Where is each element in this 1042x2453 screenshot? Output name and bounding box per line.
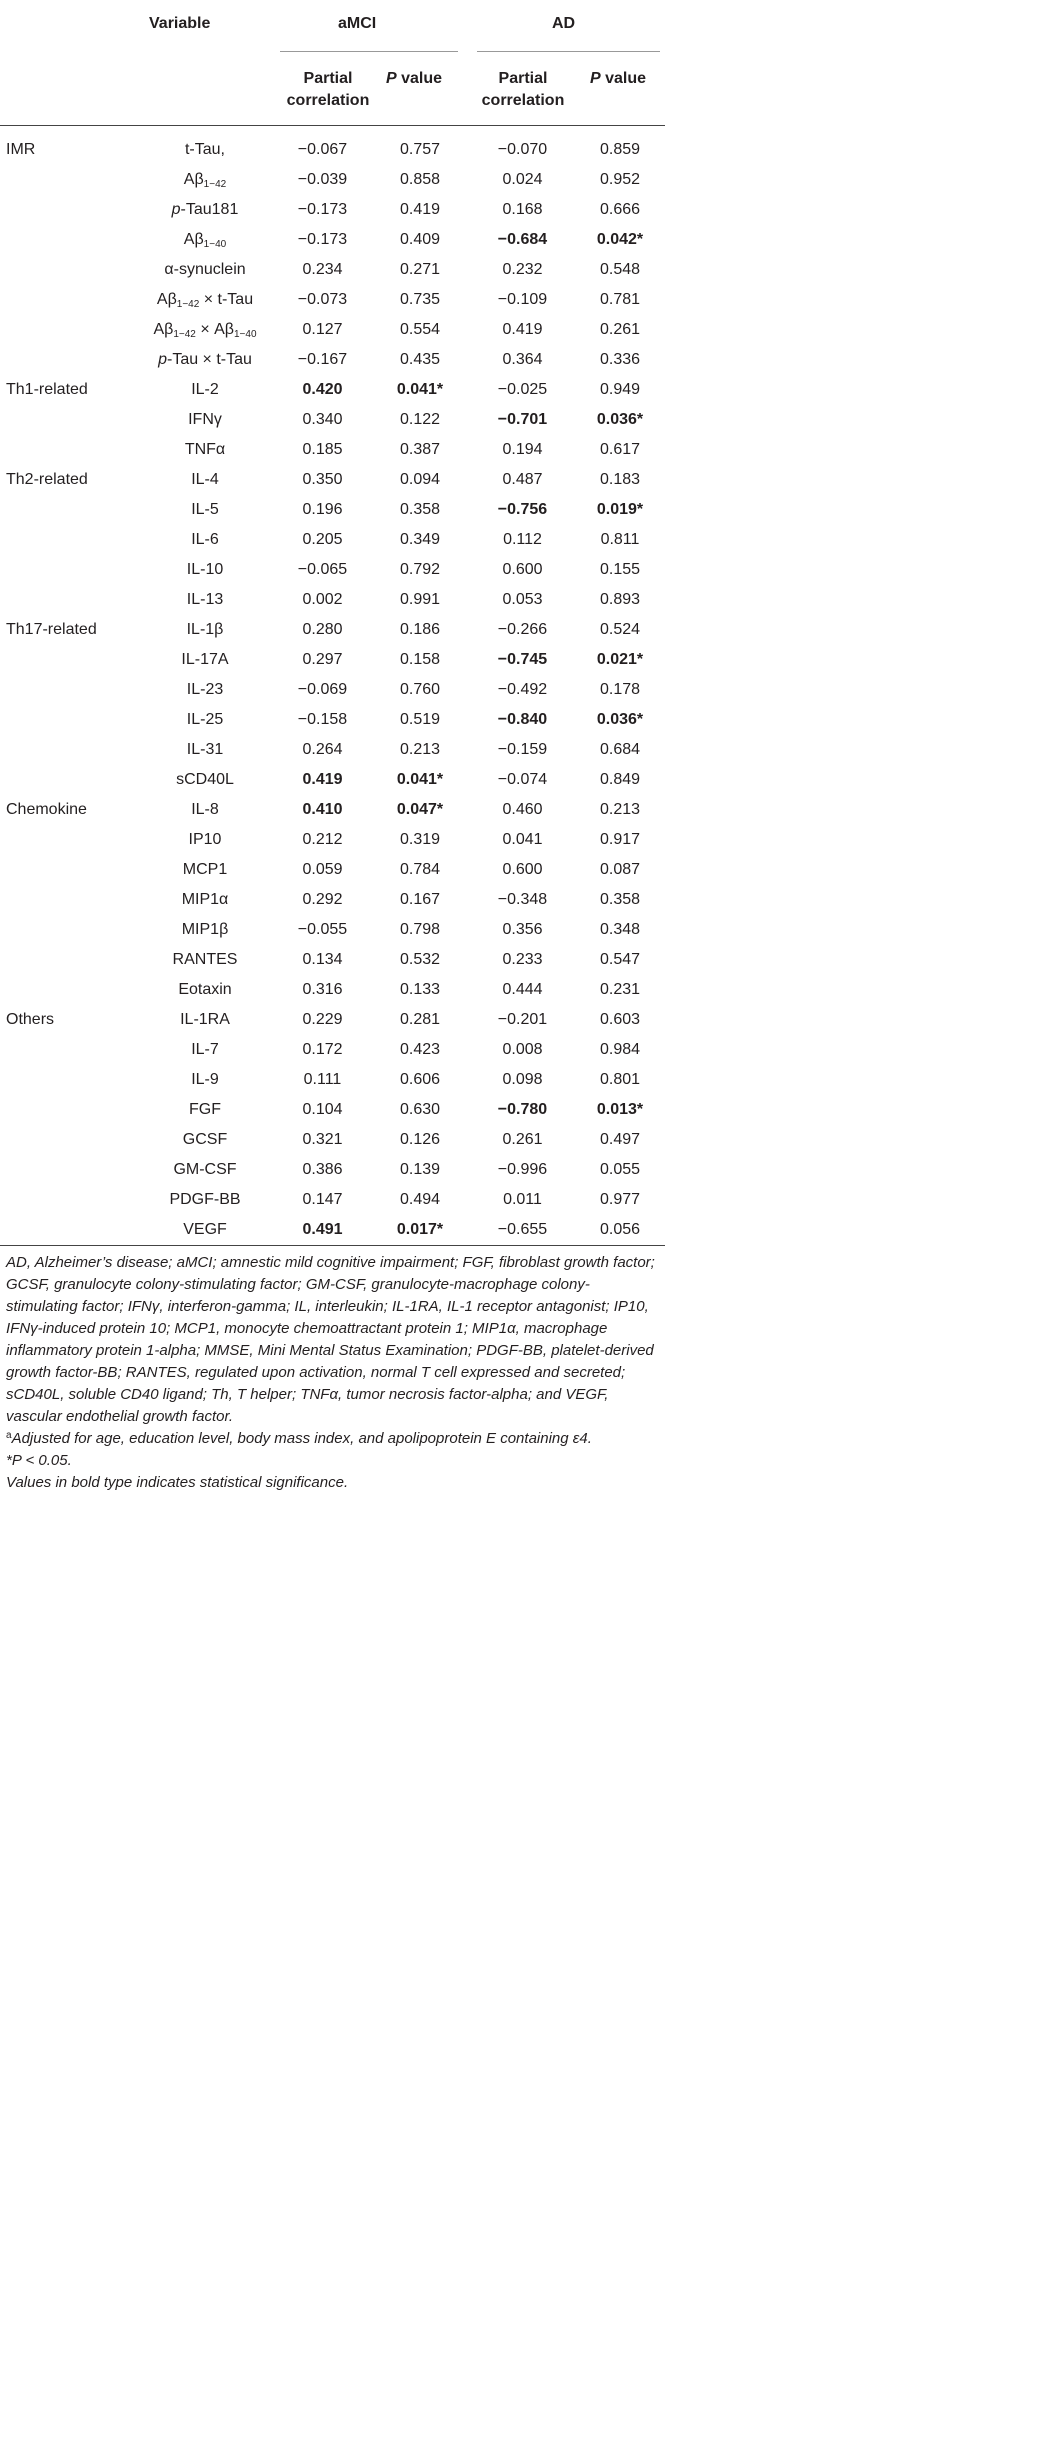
row-variable: IL-5 xyxy=(191,501,219,518)
header-variable: Variable xyxy=(149,15,211,32)
table-row xyxy=(0,555,665,585)
ad-partial-correlation: 0.168 xyxy=(502,201,543,218)
ad-p-value: 0.524 xyxy=(599,621,641,638)
amci-partial-correlation: 0.196 xyxy=(302,501,343,518)
amci-p-value: 0.167 xyxy=(399,891,441,908)
ad-p-value: 0.893 xyxy=(599,591,641,608)
table-row xyxy=(0,285,665,315)
row-group-label: Others xyxy=(6,1011,55,1028)
table-row xyxy=(0,705,665,735)
ad-p-value: 0.348 xyxy=(599,921,641,938)
header-bottom-rule xyxy=(0,125,665,126)
row-variable: IL-10 xyxy=(186,561,224,578)
row-variable: $A\beta_{1-42}$ xyxy=(183,171,227,190)
table-row xyxy=(0,675,665,705)
amci-partial-correlation: −0.073 xyxy=(297,291,348,308)
table-page xyxy=(0,0,665,1568)
ad-p-value: 0.547 xyxy=(599,951,641,968)
ad-p-value: 0.336 xyxy=(599,351,641,368)
amci-partial-correlation: −0.173 xyxy=(297,201,348,218)
row-variable: IL-17A xyxy=(181,651,229,668)
ad-partial-correlation: −0.701 xyxy=(497,411,548,428)
row-variable: GM-CSF xyxy=(173,1161,237,1178)
table-row xyxy=(0,1155,665,1185)
table-row xyxy=(0,135,665,165)
ad-partial-correlation: 0.098 xyxy=(502,1071,543,1088)
row-group-label: IMR xyxy=(6,141,36,158)
amci-p-value: 0.041* xyxy=(396,381,444,398)
ad-partial-correlation: 0.233 xyxy=(502,951,543,968)
row-variable: t-Tau, xyxy=(184,141,225,158)
ad-p-value: 0.977 xyxy=(599,1191,641,1208)
table-row xyxy=(0,1095,665,1125)
table-row xyxy=(0,945,665,975)
header-partial-line1: Partial xyxy=(498,70,548,87)
row-variable: IL-7 xyxy=(191,1041,219,1058)
row-group-label: Chemokine xyxy=(6,801,87,818)
ad-partial-correlation: 0.364 xyxy=(502,351,543,368)
amci-p-value: 0.757 xyxy=(399,141,441,158)
amci-partial-correlation: 0.127 xyxy=(302,321,343,338)
ad-p-value: 0.684 xyxy=(599,741,641,758)
amci-p-value: 0.017* xyxy=(396,1221,444,1238)
footnote-a-marker: a xyxy=(6,1430,12,1441)
row-variable: Eotaxin xyxy=(178,981,232,998)
amci-p-value: 0.122 xyxy=(399,411,441,428)
row-variable: MCP1 xyxy=(182,861,228,878)
amci-p-value: 0.423 xyxy=(399,1041,441,1058)
row-variable: $A\beta_{1-42} \times t-Tau$ xyxy=(156,291,254,310)
ad-partial-correlation: −0.201 xyxy=(497,1011,548,1028)
row-variable: $A\beta_{1-42} \times A\beta_{1-40}$ xyxy=(153,321,257,340)
amci-partial-correlation: 0.205 xyxy=(302,531,343,548)
table-row xyxy=(0,825,665,855)
table-row xyxy=(0,405,665,435)
ad-partial-correlation: 0.024 xyxy=(502,171,543,188)
ad-partial-correlation: 0.053 xyxy=(502,591,543,608)
header-p-letter: P xyxy=(386,70,397,87)
amci-p-value: 0.349 xyxy=(399,531,441,548)
amci-partial-correlation: 0.104 xyxy=(302,1101,343,1118)
header-amci-underline xyxy=(280,51,458,52)
ad-partial-correlation: −0.840 xyxy=(497,711,548,728)
table-row xyxy=(0,975,665,1005)
amci-partial-correlation: −0.067 xyxy=(297,141,348,158)
ad-partial-correlation: 0.356 xyxy=(502,921,543,938)
amci-p-value: 0.281 xyxy=(399,1011,441,1028)
amci-partial-correlation: 0.264 xyxy=(302,741,343,758)
row-variable: IL-9 xyxy=(191,1071,219,1088)
amci-partial-correlation: 0.350 xyxy=(302,471,343,488)
row-variable: IL-31 xyxy=(186,741,224,758)
table-row xyxy=(0,885,665,915)
ad-p-value: 0.036* xyxy=(596,411,644,428)
ad-partial-correlation: −0.684 xyxy=(497,231,548,248)
table-row xyxy=(0,255,665,285)
amci-p-value: 0.798 xyxy=(399,921,441,938)
amci-partial-correlation: 0.147 xyxy=(302,1191,343,1208)
ad-partial-correlation: 0.444 xyxy=(502,981,543,998)
row-variable: IL-1RA xyxy=(180,1011,230,1028)
ad-partial-correlation: 0.600 xyxy=(502,561,543,578)
amci-partial-correlation: −0.167 xyxy=(297,351,348,368)
amci-partial-correlation: 0.340 xyxy=(302,411,343,428)
row-variable: α-synuclein xyxy=(164,261,246,278)
amci-partial-correlation: −0.065 xyxy=(297,561,348,578)
header-partial-line2: correlation xyxy=(481,92,565,109)
header-p-letter: P xyxy=(590,70,601,87)
header-ad-underline xyxy=(477,51,660,52)
amci-partial-correlation: 0.297 xyxy=(302,651,343,668)
row-variable: GCSF xyxy=(182,1131,228,1148)
amci-partial-correlation: 0.316 xyxy=(302,981,343,998)
ad-partial-correlation: −0.070 xyxy=(497,141,548,158)
ad-p-value: 0.019* xyxy=(596,501,644,518)
row-variable: IL-8 xyxy=(191,801,219,818)
header-partial-line2: correlation xyxy=(286,92,370,109)
ad-partial-correlation: −0.756 xyxy=(497,501,548,518)
ad-p-value: 0.617 xyxy=(599,441,641,458)
amci-partial-correlation: 0.280 xyxy=(302,621,343,638)
table-row xyxy=(0,1215,665,1245)
table-row xyxy=(0,915,665,945)
ad-p-value: 0.497 xyxy=(599,1131,641,1148)
amci-p-value: 0.735 xyxy=(399,291,441,308)
ad-p-value: 0.358 xyxy=(599,891,641,908)
row-variable: IP10 xyxy=(188,831,222,848)
amci-p-value: 0.784 xyxy=(399,861,441,878)
row-variable: IL-13 xyxy=(186,591,224,608)
ad-p-value: 0.021* xyxy=(596,651,644,668)
ad-partial-correlation: 0.261 xyxy=(502,1131,543,1148)
amci-p-value: 0.319 xyxy=(399,831,441,848)
table-row xyxy=(0,525,665,555)
amci-partial-correlation: 0.002 xyxy=(302,591,343,608)
ad-p-value: 0.178 xyxy=(599,681,641,698)
table-row xyxy=(0,375,665,405)
ad-partial-correlation: 0.600 xyxy=(502,861,543,878)
footnote-adjusted xyxy=(6,1428,658,1450)
amci-partial-correlation: −0.158 xyxy=(297,711,348,728)
row-variable: IL-23 xyxy=(186,681,224,698)
amci-partial-correlation: 0.229 xyxy=(302,1011,343,1028)
row-variable: MIP1β xyxy=(181,921,229,938)
table-row xyxy=(0,1185,665,1215)
ad-p-value: 0.811 xyxy=(600,531,640,548)
header-ad: AD xyxy=(552,15,576,32)
amci-partial-correlation: −0.039 xyxy=(297,171,348,188)
amci-p-value: 0.630 xyxy=(399,1101,441,1118)
amci-partial-correlation: 0.172 xyxy=(302,1041,343,1058)
table-row xyxy=(0,585,665,615)
ad-partial-correlation: 0.194 xyxy=(502,441,543,458)
table-row xyxy=(0,165,665,195)
amci-p-value: 0.554 xyxy=(399,321,441,338)
amci-p-value: 0.532 xyxy=(399,951,441,968)
ad-partial-correlation: 0.041 xyxy=(502,831,543,848)
row-variable: PDGF-BB xyxy=(169,1191,241,1208)
ad-partial-correlation: 0.008 xyxy=(502,1041,543,1058)
ad-p-value: 0.917 xyxy=(599,831,641,848)
table-row xyxy=(0,1065,665,1095)
ad-p-value: 0.849 xyxy=(599,771,641,788)
ad-partial-correlation: 0.419 xyxy=(502,321,543,338)
amci-p-value: 0.358 xyxy=(399,501,441,518)
ad-partial-correlation: 0.460 xyxy=(502,801,543,818)
row-variable: $A\beta_{1-40}$ xyxy=(183,231,227,250)
amci-p-value: 0.792 xyxy=(399,561,441,578)
ad-partial-correlation: −0.159 xyxy=(497,741,548,758)
ad-p-value: 0.949 xyxy=(599,381,641,398)
amci-partial-correlation: 0.386 xyxy=(302,1161,343,1178)
table-row xyxy=(0,855,665,885)
header-ad-p-value xyxy=(590,68,646,90)
ad-partial-correlation: −0.492 xyxy=(497,681,548,698)
row-variable: MIP1α xyxy=(181,891,229,908)
header-amci-partial-correlation xyxy=(278,68,378,112)
amci-p-value: 0.409 xyxy=(399,231,441,248)
header-amci: aMCI xyxy=(338,15,377,32)
amci-partial-correlation: −0.055 xyxy=(297,921,348,938)
table-row xyxy=(0,1125,665,1155)
ad-p-value: 0.055 xyxy=(599,1161,641,1178)
amci-p-value: 0.139 xyxy=(399,1161,441,1178)
ad-p-value: 0.952 xyxy=(599,171,641,188)
ad-p-value: 0.984 xyxy=(599,1041,641,1058)
table-row xyxy=(0,345,665,375)
table-row xyxy=(0,1005,665,1035)
amci-partial-correlation: 0.419 xyxy=(302,771,343,788)
table-row xyxy=(0,495,665,525)
amci-partial-correlation: 0.234 xyxy=(302,261,343,278)
ad-p-value: 0.042* xyxy=(596,231,644,248)
row-variable: IL-1β xyxy=(186,621,224,638)
table-row xyxy=(0,735,665,765)
row-variable: sCD40L xyxy=(176,771,234,788)
amci-p-value: 0.186 xyxy=(399,621,441,638)
table-row xyxy=(0,195,665,225)
row-variable: p-Tau181 xyxy=(171,201,239,218)
row-variable: RANTES xyxy=(172,951,238,968)
header-ad-partial-correlation xyxy=(473,68,573,112)
amci-partial-correlation: 0.420 xyxy=(302,381,343,398)
ad-partial-correlation: −0.025 xyxy=(497,381,548,398)
ad-partial-correlation: 0.112 xyxy=(503,531,542,548)
table-bottom-rule xyxy=(0,1245,665,1246)
ad-partial-correlation: −0.109 xyxy=(497,291,548,308)
amci-p-value: 0.041* xyxy=(396,771,444,788)
ad-p-value: 0.013* xyxy=(596,1101,644,1118)
header-p-rest: value xyxy=(600,70,647,87)
footnote-bold-note: Values in bold type indicates statistical significance. xyxy=(6,1474,349,1491)
ad-p-value: 0.603 xyxy=(599,1011,641,1028)
amci-partial-correlation: −0.069 xyxy=(297,681,348,698)
footnote-significance: *P < 0.05. xyxy=(6,1452,72,1469)
amci-p-value: 0.991 xyxy=(399,591,441,608)
ad-p-value: 0.056 xyxy=(599,1221,641,1238)
ad-partial-correlation: −0.996 xyxy=(497,1161,548,1178)
table-row xyxy=(0,645,665,675)
header-p-rest: value xyxy=(396,70,443,87)
ad-partial-correlation: −0.655 xyxy=(497,1221,548,1238)
row-variable: IFNγ xyxy=(188,411,222,428)
row-variable: TNFα xyxy=(184,441,226,458)
amci-partial-correlation: 0.292 xyxy=(302,891,343,908)
amci-partial-correlation: 0.212 xyxy=(302,831,343,848)
amci-partial-correlation: 0.491 xyxy=(302,1221,343,1238)
ad-p-value: 0.666 xyxy=(599,201,641,218)
footnote-adjusted-text: Adjusted for age, education level, body mass index, and apolipoprotein E containing ε4. xyxy=(11,1430,592,1447)
table-row xyxy=(0,225,665,255)
row-variable: IL-2 xyxy=(191,381,219,398)
amci-p-value: 0.271 xyxy=(399,261,441,278)
amci-p-value: 0.158 xyxy=(399,651,441,668)
amci-p-value: 0.606 xyxy=(399,1071,441,1088)
amci-partial-correlation: −0.173 xyxy=(297,231,348,248)
ad-partial-correlation: −0.348 xyxy=(497,891,548,908)
row-group-label: Th17-related xyxy=(6,621,97,638)
ad-p-value: 0.261 xyxy=(599,321,641,338)
row-variable: IL-4 xyxy=(191,471,219,488)
footnote-abbreviations: AD, Alzheimer’s disease; aMCI; amnestic mild cognitive impairment; FGF, fibroblast growth factor; GCSF, granulocyte colony-stimulating factor; GM-CSF, granulocyte-macrophage colony-stimulating factor; IFNγ, interferon-gamma; IL, interleukin; IL-1RA, IL-1 receptor antagonist; IP10, IFNγ-induced protein 10; MCP1, monocyte chemoattractant protein 1; MIP1α, macrophage inflammatory protein 1-alpha; MMSE, Mini Mental Status Examination; PDGF-BB, platelet-derived growth factor-BB; RANTES, regulated upon activation, normal T cell expressed and secreted; sCD40L, soluble CD40 ligand; Th, T helper; TNFα, tumor necrosis factor-alpha; and VEGF, vascular endothelial growth factor. xyxy=(6,1254,655,1425)
row-variable: FGF xyxy=(189,1101,221,1118)
amci-p-value: 0.858 xyxy=(399,171,441,188)
amci-p-value: 0.133 xyxy=(399,981,441,998)
amci-partial-correlation: 0.185 xyxy=(302,441,343,458)
amci-p-value: 0.519 xyxy=(399,711,441,728)
amci-p-value: 0.387 xyxy=(399,441,441,458)
row-group-label: Th2-related xyxy=(6,471,88,488)
amci-p-value: 0.126 xyxy=(399,1131,441,1148)
amci-p-value: 0.494 xyxy=(399,1191,441,1208)
table-row xyxy=(0,435,665,465)
table-row xyxy=(0,315,665,345)
row-variable: p-Tau × t-Tau xyxy=(158,351,252,368)
ad-partial-correlation: −0.266 xyxy=(497,621,548,638)
ad-partial-correlation: −0.780 xyxy=(497,1101,548,1118)
ad-p-value: 0.548 xyxy=(599,261,641,278)
ad-partial-correlation: −0.745 xyxy=(497,651,548,668)
footnotes xyxy=(6,1252,658,1494)
ad-partial-correlation: 0.232 xyxy=(502,261,543,278)
ad-p-value: 0.087 xyxy=(599,861,641,878)
ad-p-value: 0.183 xyxy=(599,471,641,488)
amci-p-value: 0.213 xyxy=(399,741,441,758)
ad-p-value: 0.781 xyxy=(599,291,641,308)
ad-p-value: 0.155 xyxy=(599,561,641,578)
ad-partial-correlation: 0.487 xyxy=(502,471,543,488)
table-row xyxy=(0,795,665,825)
row-group-label: Th1-related xyxy=(6,381,88,398)
header-amci-p-value xyxy=(386,68,442,90)
ad-p-value: 0.231 xyxy=(599,981,641,998)
header-partial-line1: Partial xyxy=(303,70,353,87)
amci-partial-correlation: 0.111 xyxy=(303,1071,342,1088)
row-variable: VEGF xyxy=(183,1221,227,1238)
ad-partial-correlation: 0.011 xyxy=(503,1191,542,1208)
amci-p-value: 0.419 xyxy=(399,201,441,218)
amci-p-value: 0.094 xyxy=(399,471,441,488)
table-row xyxy=(0,1035,665,1065)
ad-p-value: 0.213 xyxy=(599,801,641,818)
table-row xyxy=(0,615,665,645)
ad-p-value: 0.801 xyxy=(599,1071,641,1088)
row-variable: IL-6 xyxy=(191,531,219,548)
amci-p-value: 0.760 xyxy=(399,681,441,698)
table-row xyxy=(0,765,665,795)
ad-partial-correlation: −0.074 xyxy=(497,771,548,788)
table-row xyxy=(0,465,665,495)
amci-partial-correlation: 0.059 xyxy=(302,861,343,878)
amci-p-value: 0.047* xyxy=(396,801,444,818)
amci-partial-correlation: 0.321 xyxy=(302,1131,343,1148)
ad-p-value: 0.859 xyxy=(599,141,641,158)
amci-partial-correlation: 0.410 xyxy=(302,801,343,818)
amci-partial-correlation: 0.134 xyxy=(302,951,343,968)
ad-p-value: 0.036* xyxy=(596,711,644,728)
row-variable: IL-25 xyxy=(186,711,224,728)
amci-p-value: 0.435 xyxy=(399,351,441,368)
